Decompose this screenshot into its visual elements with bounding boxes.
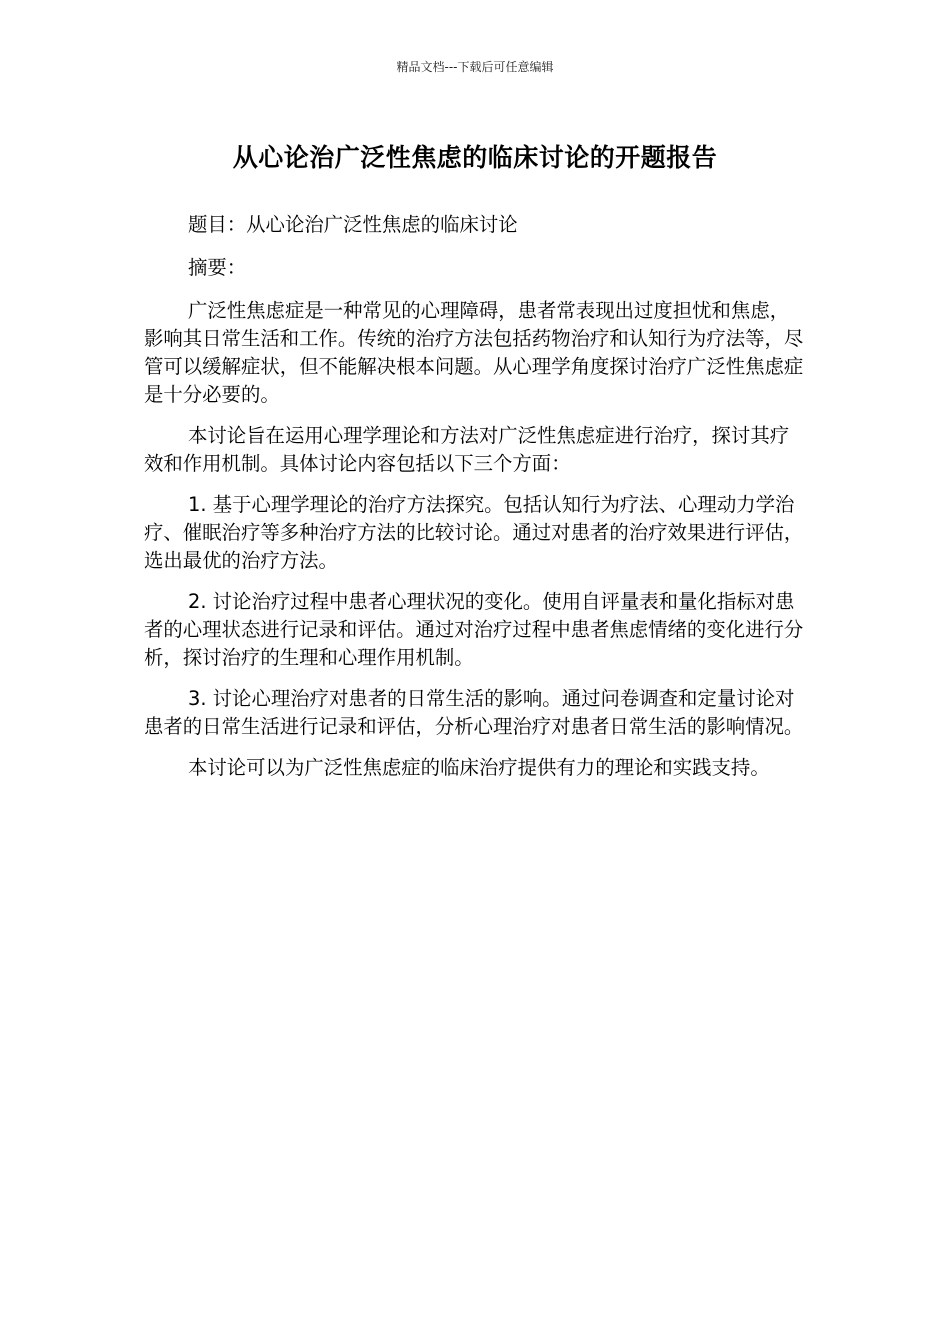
- abstract-label: 摘要：: [188, 256, 247, 279]
- paragraph-item-2: 2. 讨论治疗过程中患者心理状况的变化。使用自评量表和量化指标对患者的心理状态进行记录和评估。通过对治疗过程中患者焦虑情绪的变化进行分析，探讨治疗的生理和心理作用机制。: [144, 590, 804, 669]
- paragraph-background: 广泛性焦虑症是一种常见的心理障碍，患者常表现出过度担忧和焦虑，影响其日常生活和工作。传统的治疗方法包括药物治疗和认知行为疗法等，尽管可以缓解症状，但不能解决根本问题。从心理学角度探讨治疗广泛性焦虑症是十分必要的。: [144, 299, 804, 406]
- paragraph-conclusion: 本讨论可以为广泛性焦虑症的临床治疗提供有力的理论和实践支持。: [188, 756, 770, 779]
- paragraph-item-3: 3. 讨论心理治疗对患者的日常生活的影响。通过问卷调查和定量讨论对患者的日常生活进行记录和评估，分析心理治疗对患者日常生活的影响情况。: [144, 687, 804, 738]
- document-title: 从心论治广泛性焦虑的临床讨论的开题报告: [232, 143, 718, 172]
- document-body: [144, 211, 804, 782]
- paragraph-aim: 本讨论旨在运用心理学理论和方法对广泛性焦虑症进行治疗，探讨其疗效和作用机制。具体讨论内容包括以下三个方面：: [144, 424, 790, 475]
- page-header-note: 精品文档---下载后可任意编辑: [396, 60, 554, 74]
- paragraph-item-1: 1. 基于心理学理论的治疗方法探究。包括认知行为疗法、心理动力学治疗、催眠治疗等多种治疗方法的比较讨论。通过对患者的治疗效果进行评估，选出最优的治疗方法。: [144, 493, 804, 572]
- subject-line: 题目：从心论治广泛性焦虑的临床讨论: [188, 213, 518, 236]
